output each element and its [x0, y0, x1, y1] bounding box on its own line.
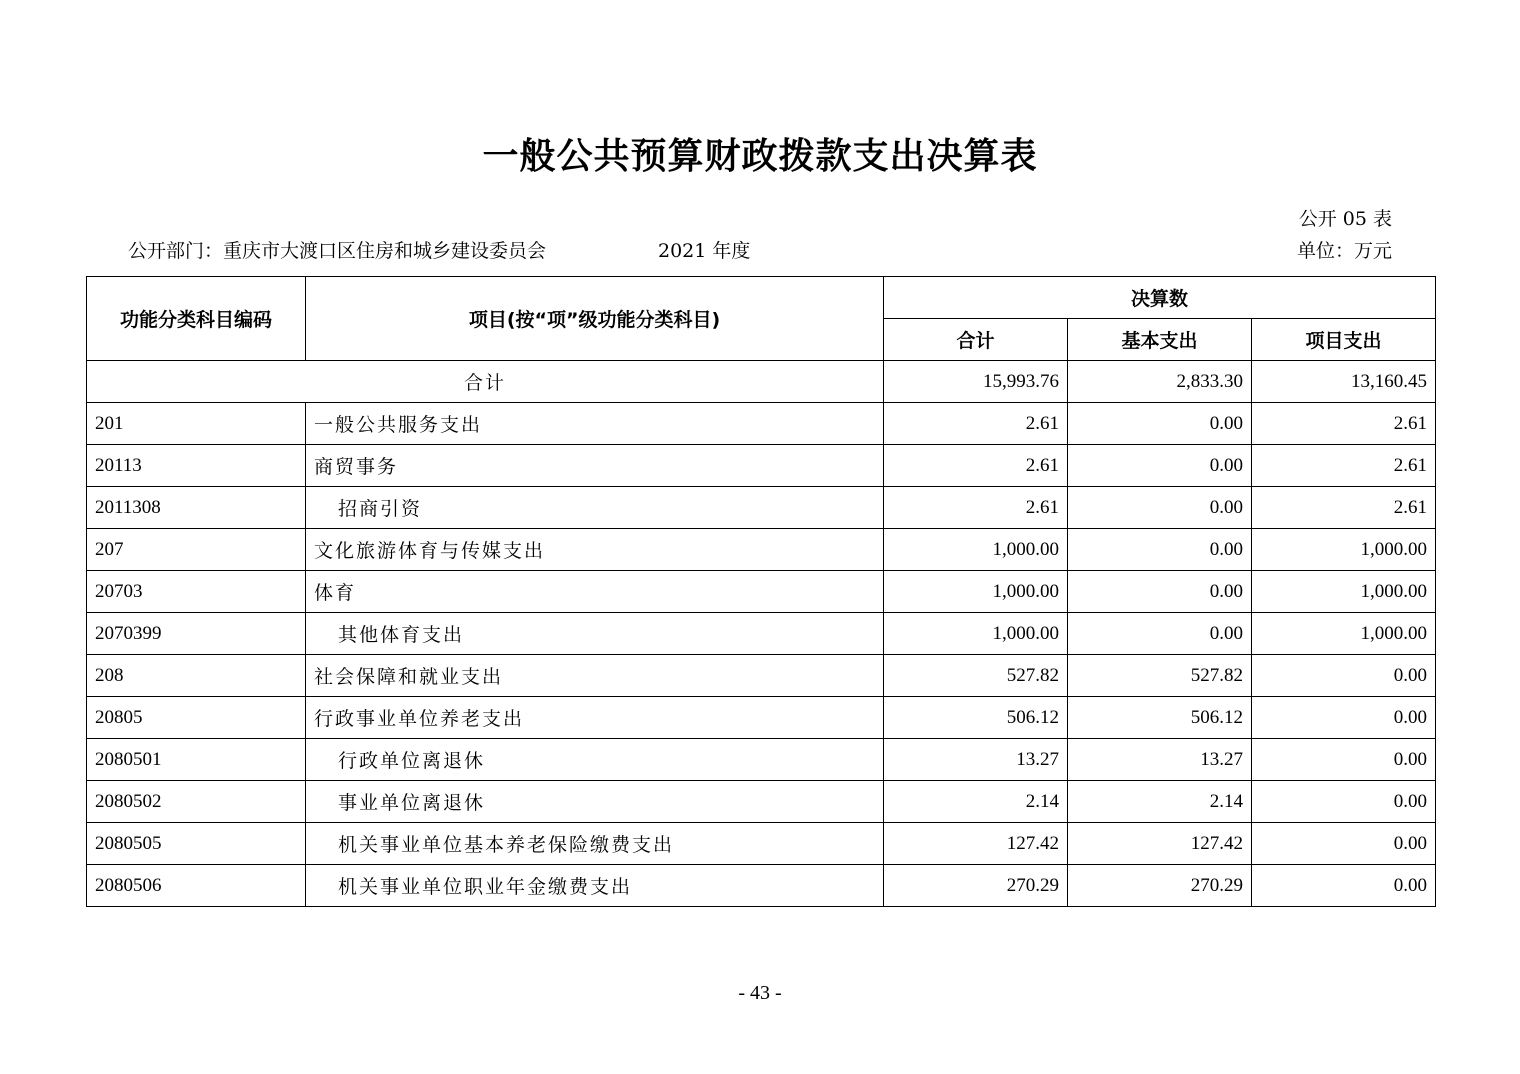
row-total: 2.61 — [884, 445, 1068, 487]
summary-project: 13,160.45 — [1252, 361, 1436, 403]
row-code: 2080506 — [87, 865, 306, 907]
department-label: 公开部门：重庆市大渡口区住房和城乡建设委员会 — [128, 240, 547, 262]
row-code: 208 — [87, 655, 306, 697]
summary-label: 合计 — [87, 361, 884, 403]
row-code: 207 — [87, 529, 306, 571]
row-project: 0.00 — [1252, 697, 1436, 739]
row-total: 13.27 — [884, 739, 1068, 781]
form-number: 公开 05 表 — [1298, 208, 1392, 230]
row-project: 0.00 — [1252, 781, 1436, 823]
meta-row — [128, 236, 1392, 262]
row-project: 1,000.00 — [1252, 529, 1436, 571]
row-code: 2070399 — [87, 613, 306, 655]
table-row — [87, 445, 1436, 487]
row-code: 20703 — [87, 571, 306, 613]
row-basic: 0.00 — [1068, 445, 1252, 487]
row-basic: 0.00 — [1068, 403, 1252, 445]
row-name: 事业单位离退休 — [306, 781, 884, 823]
row-project: 2.61 — [1252, 445, 1436, 487]
table-row — [87, 781, 1436, 823]
row-total: 2.61 — [884, 403, 1068, 445]
summary-total: 15,993.76 — [884, 361, 1068, 403]
row-total: 270.29 — [884, 865, 1068, 907]
row-basic: 0.00 — [1068, 487, 1252, 529]
row-name: 机关事业单位基本养老保险缴费支出 — [306, 823, 884, 865]
summary-row — [87, 361, 1436, 403]
row-basic: 270.29 — [1068, 865, 1252, 907]
row-project: 0.00 — [1252, 823, 1436, 865]
row-code: 2011308 — [87, 487, 306, 529]
header-project: 项目支出 — [1252, 319, 1436, 361]
row-basic: 2.14 — [1068, 781, 1252, 823]
row-project: 1,000.00 — [1252, 613, 1436, 655]
row-name: 社会保障和就业支出 — [306, 655, 884, 697]
row-name: 行政事业单位养老支出 — [306, 697, 884, 739]
table-row — [87, 697, 1436, 739]
header-code: 功能分类科目编码 — [87, 277, 306, 361]
row-total: 1,000.00 — [884, 571, 1068, 613]
row-total: 527.82 — [884, 655, 1068, 697]
page-title: 一般公共预算财政拨款支出决算表 — [482, 136, 1038, 177]
row-name: 商贸事务 — [306, 445, 884, 487]
row-project: 2.61 — [1252, 487, 1436, 529]
row-project: 0.00 — [1252, 739, 1436, 781]
unit-label: 单位：万元 — [1296, 240, 1392, 262]
table-row — [87, 739, 1436, 781]
page-number: - 43 - — [738, 982, 782, 1004]
row-total: 1,000.00 — [884, 613, 1068, 655]
row-code: 2080501 — [87, 739, 306, 781]
header-row-1 — [87, 277, 1436, 319]
table-row — [87, 487, 1436, 529]
row-name: 招商引资 — [306, 487, 884, 529]
row-total: 2.14 — [884, 781, 1068, 823]
row-basic: 527.82 — [1068, 655, 1252, 697]
row-name: 体育 — [306, 571, 884, 613]
header-basic: 基本支出 — [1068, 319, 1252, 361]
row-name: 其他体育支出 — [306, 613, 884, 655]
row-project: 2.61 — [1252, 403, 1436, 445]
row-total: 506.12 — [884, 697, 1068, 739]
row-basic: 0.00 — [1068, 571, 1252, 613]
row-basic: 127.42 — [1068, 823, 1252, 865]
row-basic: 506.12 — [1068, 697, 1252, 739]
summary-basic: 2,833.30 — [1068, 361, 1252, 403]
row-name: 行政单位离退休 — [306, 739, 884, 781]
table-row — [87, 529, 1436, 571]
row-code: 201 — [87, 403, 306, 445]
table-row — [87, 613, 1436, 655]
row-name: 机关事业单位职业年金缴费支出 — [306, 865, 884, 907]
row-code: 20805 — [87, 697, 306, 739]
row-code: 2080502 — [87, 781, 306, 823]
expenditure-table — [86, 276, 1436, 907]
header-final-accounts: 决算数 — [884, 277, 1436, 319]
fiscal-year: 2021 年度 — [658, 240, 751, 262]
row-name: 文化旅游体育与传媒支出 — [306, 529, 884, 571]
row-name: 一般公共服务支出 — [306, 403, 884, 445]
header-item: 项目(按“项”级功能分类科目) — [306, 277, 884, 361]
table-row — [87, 403, 1436, 445]
row-code: 2080505 — [87, 823, 306, 865]
row-project: 1,000.00 — [1252, 571, 1436, 613]
row-code: 20113 — [87, 445, 306, 487]
row-project: 0.00 — [1252, 865, 1436, 907]
row-basic: 13.27 — [1068, 739, 1252, 781]
table-row — [87, 865, 1436, 907]
row-total: 1,000.00 — [884, 529, 1068, 571]
row-basic: 0.00 — [1068, 529, 1252, 571]
row-total: 127.42 — [884, 823, 1068, 865]
table-row — [87, 823, 1436, 865]
row-project: 0.00 — [1252, 655, 1436, 697]
row-basic: 0.00 — [1068, 613, 1252, 655]
table-row — [87, 571, 1436, 613]
table-row — [87, 655, 1436, 697]
header-total: 合计 — [884, 319, 1068, 361]
row-total: 2.61 — [884, 487, 1068, 529]
